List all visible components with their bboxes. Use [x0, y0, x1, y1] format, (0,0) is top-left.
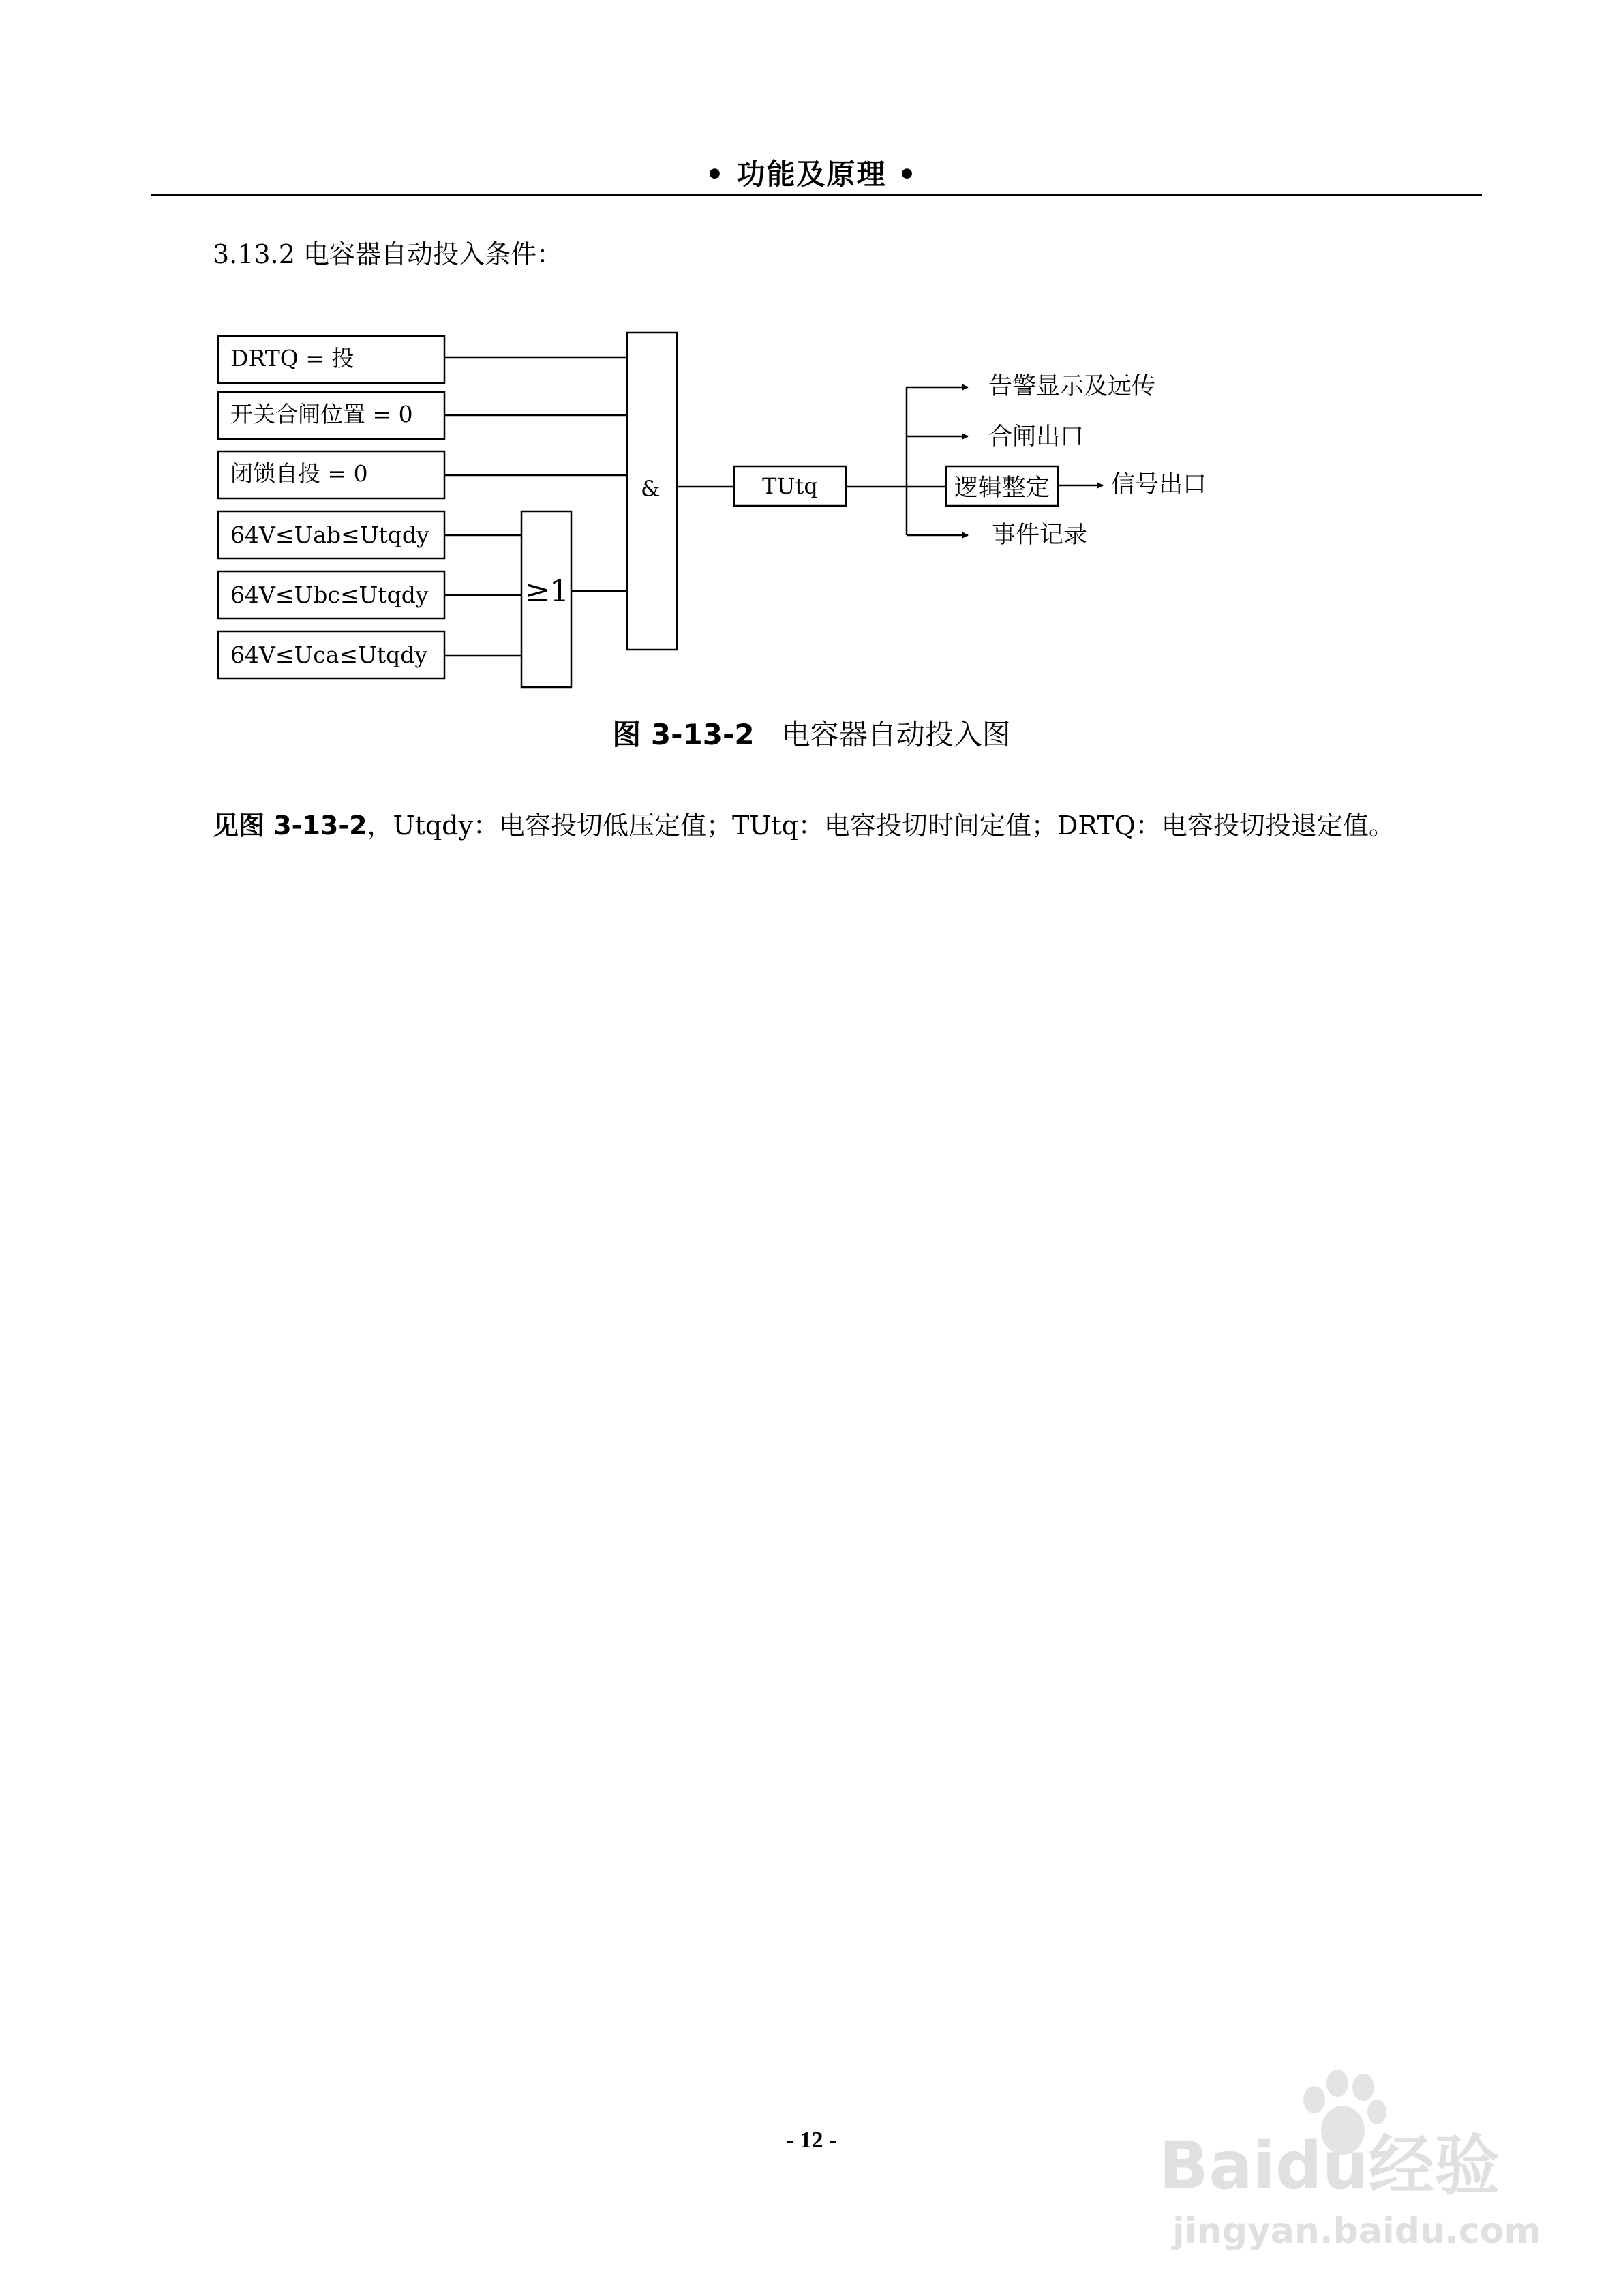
section-heading: 3.13.2 电容器自动投入条件：: [213, 239, 562, 269]
page-number: - 12 -: [786, 2128, 837, 2153]
watermark-url: jingyan.baidu.com: [1172, 2211, 1541, 2252]
and-gate-label: &: [641, 476, 661, 502]
input-label-drtq: DRTQ = 投: [230, 345, 354, 372]
capacitor-auto-switch-logic-diagram: [0, 0, 1623, 709]
logic-setting-label: 逻辑整定: [954, 474, 1050, 502]
body-definitions: ，Utqdy：电容投切低压定值；TUtq：电容投切时间定值；DRTQ：电容投切投退定值。: [367, 811, 1395, 841]
input-label-breaker: 开关合闸位置 = 0: [230, 401, 413, 427]
input-label-uca: 64V≤Uca≤Utqdy: [230, 641, 428, 668]
figure-caption: [0, 716, 1623, 754]
body-paragraph: [213, 809, 1395, 843]
body-figure-ref: 见图 3-13-2: [213, 811, 367, 841]
baidu-jingyan-watermark: [1145, 2059, 1547, 2263]
output-signal-label: 信号出口: [1111, 471, 1207, 498]
figure-title: 电容器自动投入图: [781, 718, 1011, 751]
watermark-brand: Baidu经验: [1159, 2128, 1500, 2204]
input-label-lockout: 闭锁自投 = 0: [230, 460, 368, 487]
figure-number: 图 3-13-2: [612, 718, 755, 751]
output-alarm-label: 告警显示及远传: [988, 373, 1156, 400]
input-label-ubc: 64V≤Ubc≤Utqdy: [230, 581, 429, 608]
or-gate-label: ≥1: [525, 574, 569, 609]
output-event-label: 事件记录: [992, 522, 1088, 549]
input-label-uab: 64V≤Uab≤Utqdy: [230, 522, 429, 548]
output-close-label: 合闸出口: [988, 423, 1084, 451]
page-header-title: • 功能及原理 •: [706, 157, 917, 191]
timer-label: TUtq: [762, 473, 818, 499]
